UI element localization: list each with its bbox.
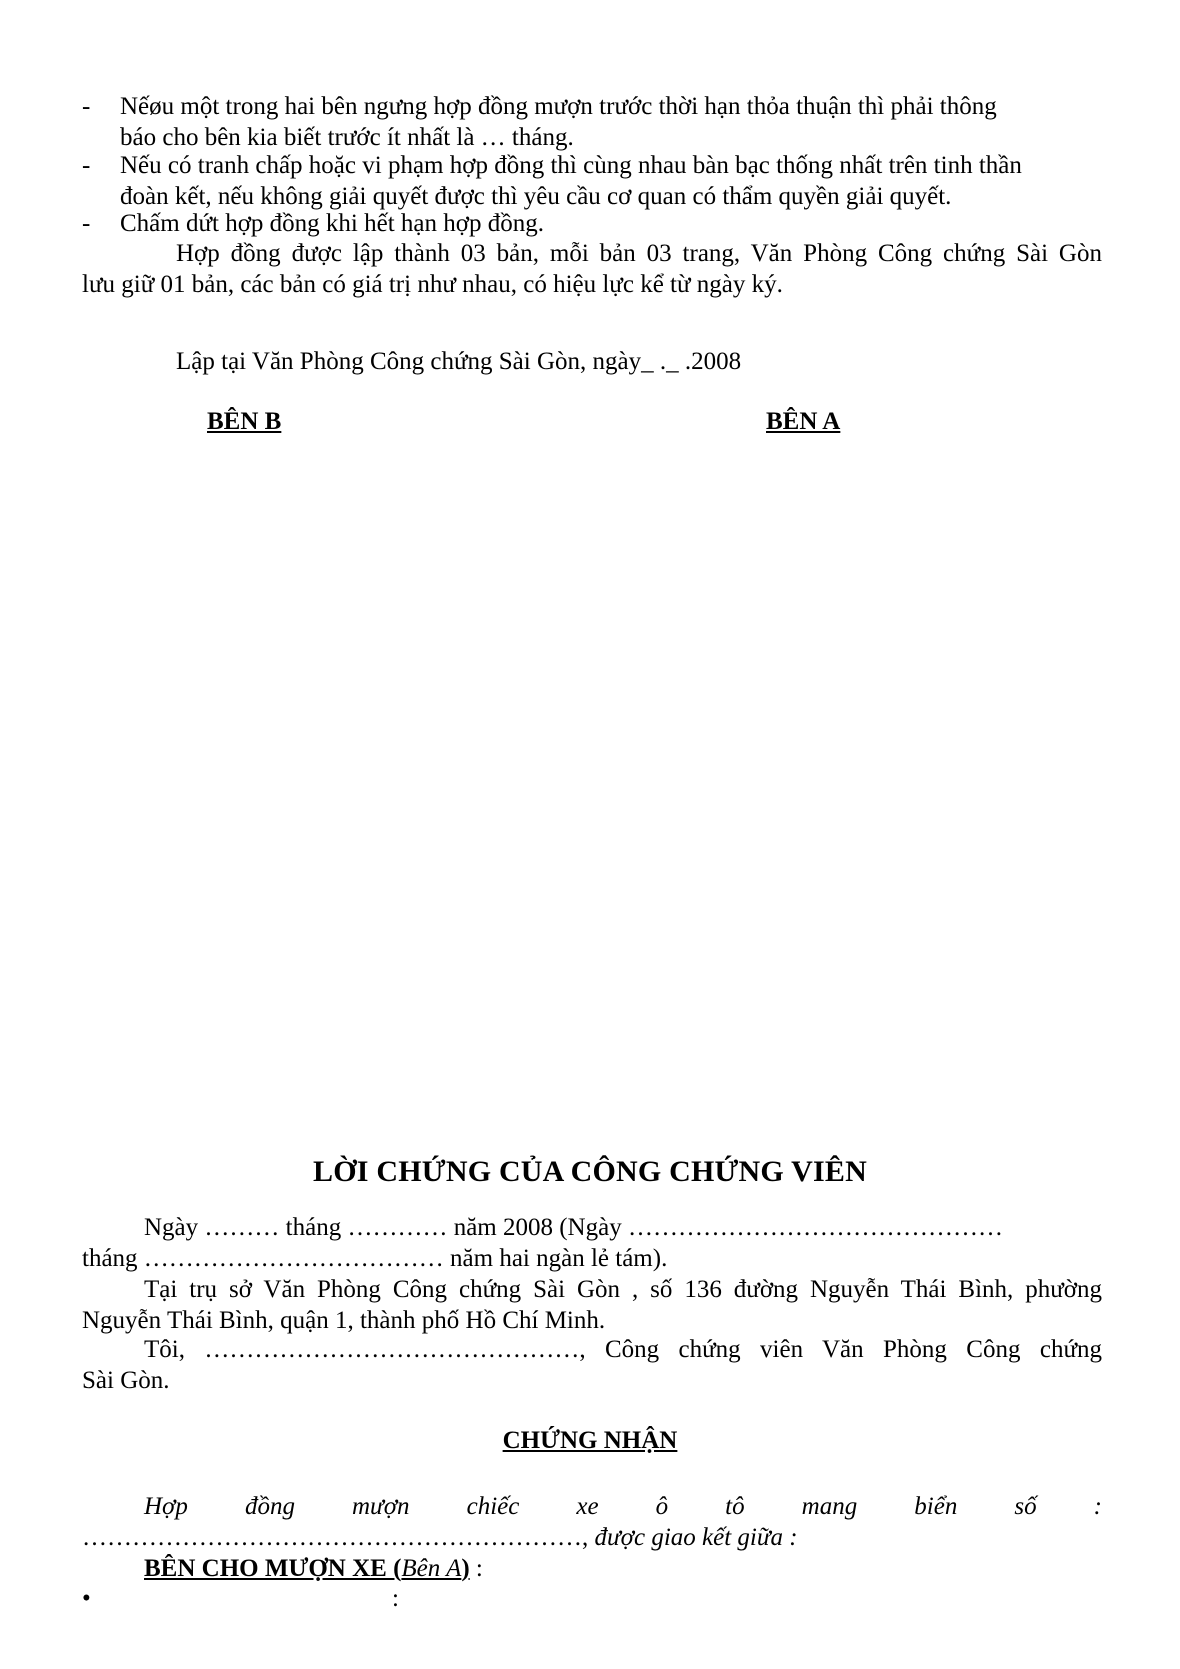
notary-name-line-2: Sài Gòn. xyxy=(82,1367,170,1394)
term-2-line-2: đoàn kết, nếu không giải quyết được thì yêu cầu cơ quan có thẩm quyền giải quyết. xyxy=(120,183,952,210)
party-b-signature-label: BÊN B xyxy=(207,408,282,435)
lender-party-label: Bên A xyxy=(401,1555,462,1582)
bullet-marker: • xyxy=(82,1585,91,1612)
term-item-1 xyxy=(82,91,1102,153)
notary-name-line-1: Tôi, ………………………………………, Công chứng viên Văn Phòng Công chứng xyxy=(144,1336,1102,1363)
certify-heading: CHỨNG NHẬN xyxy=(502,1427,678,1454)
notary-office-paragraph xyxy=(82,1274,1102,1336)
term-3-line: Chấm dứt hợp đồng khi hết hạn hợp đồng. xyxy=(120,210,544,237)
notary-office-line-1: Tại trụ sở Văn Phòng Công chứng Sài Gòn , số 136 đường Nguyễn Thái Bình, phường xyxy=(144,1276,1102,1303)
term-1-line-1: Nếøu một trong hai bên ngưng hợp đồng mượn trước thời hạn thỏa thuận thì phải thông xyxy=(120,93,997,120)
contract-line-1: Hợp đồng mượn chiếc xe ô tô mang biển số : xyxy=(144,1493,1102,1520)
notary-date-line-1: Ngày ……… tháng ………… năm 2008 (Ngày ……………………………………… xyxy=(144,1214,1003,1241)
term-item-2 xyxy=(82,150,1102,212)
copies-paragraph xyxy=(82,238,1102,300)
notary-name-paragraph xyxy=(82,1334,1102,1396)
copies-line-1: Hợp đồng được lập thành 03 bản, mỗi bản 03 trang, Văn Phòng Công chứng Sài Gòn xyxy=(176,240,1102,267)
list-dash: - xyxy=(82,210,91,237)
lender-heading: BÊN CHO MƯỢN XE (Bên A) xyxy=(144,1555,470,1582)
contract-parties-text: được giao kết giữa : xyxy=(588,1524,798,1551)
notary-title: LỜI CHỨNG CỦA CÔNG CHỨNG VIÊN xyxy=(313,1155,867,1188)
lender-heading-row xyxy=(144,1553,483,1584)
bullet-colon: : xyxy=(392,1585,399,1612)
term-2-line-1: Nếu có tranh chấp hoặc vi phạm hợp đồng thì cùng nhau bàn bạc thống nhất trên tinh thần xyxy=(120,152,1022,179)
notary-date-paragraph xyxy=(82,1212,1102,1274)
contract-plate-dots: ……………………………………………………, xyxy=(82,1524,589,1551)
party-a-signature-label: BÊN A xyxy=(766,408,841,435)
list-dash: - xyxy=(82,152,91,179)
notary-office-line-2: Nguyễn Thái Bình, quận 1, thành phố Hồ Chí Minh. xyxy=(82,1307,606,1334)
term-1-line-2: báo cho bên kia biết trước ít nhất là … tháng. xyxy=(120,124,574,151)
copies-line-2: lưu giữ 01 bản, các bản có giá trị như nhau, có hiệu lực kể từ ngày ký. xyxy=(82,271,783,298)
lender-colon: : xyxy=(469,1555,483,1582)
contract-paragraph xyxy=(82,1491,1102,1553)
place-date: Lập tại Văn Phòng Công chứng Sài Gòn, ngày_ ._ .2008 xyxy=(176,348,742,375)
notary-date-line-2: tháng ……………………………… năm hai ngàn lẻ tám). xyxy=(82,1245,668,1272)
list-dash: - xyxy=(82,93,91,120)
contract-line-2 xyxy=(82,1522,1102,1553)
term-item-3 xyxy=(82,208,1102,239)
